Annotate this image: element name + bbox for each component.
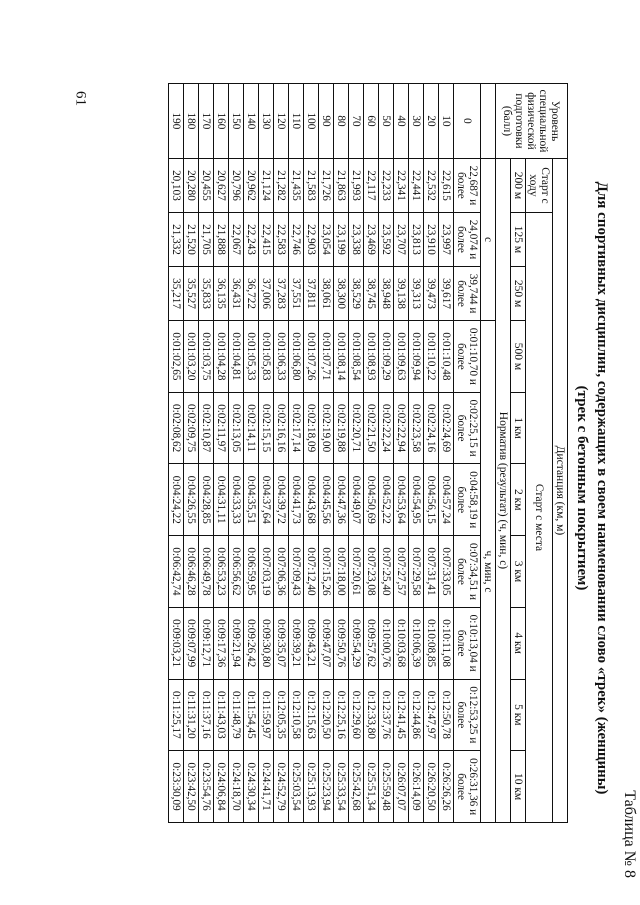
table-label: Таблица № 8: [621, 790, 638, 878]
value-cell: 0:07:18,00: [334, 536, 349, 608]
value-cell: 0:11:37,16: [199, 679, 214, 751]
value-cell: 23,338: [349, 212, 364, 266]
value-cell: 21,863: [334, 158, 349, 212]
value-cell: 0:07:03,19: [259, 536, 274, 608]
value-cell: 20,103: [169, 158, 184, 212]
value-cell: 0:02:25,15 и более: [454, 392, 481, 464]
value-cell: 0:07:25,40: [379, 536, 394, 608]
value-cell: 0:09:35,07: [274, 607, 289, 679]
value-cell: 0:01:09,29: [379, 321, 394, 393]
value-cell: 0:06:49,78: [199, 536, 214, 608]
value-cell: 0:10:11,08: [439, 607, 454, 679]
value-cell: 0:09:50,76: [334, 607, 349, 679]
value-cell: 0:11:48,79: [229, 679, 244, 751]
value-cell: 0:01:03,20: [184, 321, 199, 393]
value-cell: 0:10:08,85: [424, 607, 439, 679]
value-cell: 0:01:07,71: [319, 321, 334, 393]
norms-table-body: [169, 84, 481, 823]
value-cell: 0:06:59,95: [244, 536, 259, 608]
table-row: [289, 84, 304, 823]
level-cell: 0: [454, 84, 481, 159]
header-flying-start: Старт с ходу: [526, 158, 553, 212]
value-cell: 0:10:03,68: [394, 607, 409, 679]
value-cell: 0:11:43,03: [214, 679, 229, 751]
value-cell: 22,441: [409, 158, 424, 212]
header-250m: 250 м: [511, 267, 526, 321]
header-3km: 3 км: [511, 536, 526, 608]
value-cell: 0:02:08,62: [169, 392, 184, 464]
level-cell: 30: [409, 84, 424, 159]
value-cell: 23,813: [409, 212, 424, 266]
value-cell: 0:01:08,93: [364, 321, 379, 393]
value-cell: 35,527: [184, 267, 199, 321]
value-cell: 20,280: [184, 158, 199, 212]
title-block: [572, 118, 612, 858]
level-cell: 110: [289, 84, 304, 159]
value-cell: 0:12:20,50: [319, 679, 334, 751]
value-cell: 0:25:51,34: [364, 751, 379, 823]
value-cell: 22,415: [259, 212, 274, 266]
value-cell: 23,592: [379, 212, 394, 266]
value-cell: 0:04:53,64: [394, 464, 409, 536]
value-cell: 23,707: [394, 212, 409, 266]
value-cell: 39,617: [439, 267, 454, 321]
level-cell: 140: [244, 84, 259, 159]
value-cell: 0:09:57,62: [364, 607, 379, 679]
level-cell: 80: [334, 84, 349, 159]
value-cell: 0:04:58,19 и более: [454, 464, 481, 536]
value-cell: 0:12:53,25 и более: [454, 679, 481, 751]
value-cell: 0:04:24,22: [169, 464, 184, 536]
value-cell: 0:01:10,22: [424, 321, 439, 393]
value-cell: 0:25:03,54: [289, 751, 304, 823]
table-row: [379, 84, 394, 823]
value-cell: 22,341: [394, 158, 409, 212]
value-cell: 0:04:54,95: [409, 464, 424, 536]
value-cell: 0:12:10,58: [289, 679, 304, 751]
header-500m: 500 м: [511, 321, 526, 393]
value-cell: 0:02:23,58: [409, 392, 424, 464]
value-cell: 0:07:20,61: [349, 536, 364, 608]
value-cell: 0:04:35,51: [244, 464, 259, 536]
value-cell: 0:09:47,07: [319, 607, 334, 679]
value-cell: 0:12:29,60: [349, 679, 364, 751]
value-cell: 0:12:50,78: [439, 679, 454, 751]
value-cell: 39,744 и более: [454, 267, 481, 321]
value-cell: 39,138: [394, 267, 409, 321]
value-cell: 0:23:54,76: [199, 751, 214, 823]
value-cell: 0:02:14,11: [244, 392, 259, 464]
table-row: [409, 84, 424, 823]
header-normative: Норматив (результат) (ч, мин, с): [496, 158, 511, 822]
value-cell: 36,135: [214, 267, 229, 321]
value-cell: 0:24:41,71: [259, 751, 274, 823]
value-cell: 37,551: [289, 267, 304, 321]
value-cell: 23,910: [424, 212, 439, 266]
value-cell: 0:06:42,74: [169, 536, 184, 608]
value-cell: 0:07:27,57: [394, 536, 409, 608]
value-cell: 0:09:03,21: [169, 607, 184, 679]
level-cell: 120: [274, 84, 289, 159]
value-cell: 0:24:18,70: [229, 751, 244, 823]
table-row: [394, 84, 409, 823]
value-cell: 20,455: [199, 158, 214, 212]
value-cell: 0:02:22,24: [379, 392, 394, 464]
value-cell: 0:26:31,36 и более: [454, 751, 481, 823]
value-cell: 0:10:13,04 и более: [454, 607, 481, 679]
value-cell: 0:12:33,80: [364, 679, 379, 751]
value-cell: 21,583: [304, 158, 319, 212]
level-cell: 180: [184, 84, 199, 159]
value-cell: 0:04:43,68: [304, 464, 319, 536]
table-row: [199, 84, 214, 823]
value-cell: 0:25:59,48: [379, 751, 394, 823]
value-cell: 22,903: [304, 212, 319, 266]
value-cell: 39,473: [424, 267, 439, 321]
level-cell: 40: [394, 84, 409, 159]
value-cell: 0:04:26,55: [184, 464, 199, 536]
value-cell: 37,006: [259, 267, 274, 321]
page-number: 61: [72, 91, 89, 106]
value-cell: 0:25:13,93: [304, 751, 319, 823]
value-cell: 0:04:56,15: [424, 464, 439, 536]
value-cell: 23,469: [364, 212, 379, 266]
value-cell: 21,435: [289, 158, 304, 212]
value-cell: 0:07:34,51 и более: [454, 536, 481, 608]
value-cell: 0:01:08,14: [334, 321, 349, 393]
value-cell: 0:02:09,75: [184, 392, 199, 464]
value-cell: 22,615: [439, 158, 454, 212]
header-2km: 2 км: [511, 464, 526, 536]
value-cell: 0:01:06,33: [274, 321, 289, 393]
value-cell: 20,796: [229, 158, 244, 212]
norms-table: [168, 83, 568, 823]
value-cell: 0:26:20,50: [424, 751, 439, 823]
header-5km: 5 км: [511, 679, 526, 751]
value-cell: 24,074 и более: [454, 212, 481, 266]
value-cell: 0:01:03,75: [199, 321, 214, 393]
level-cell: 50: [379, 84, 394, 159]
value-cell: 0:02:17,14: [289, 392, 304, 464]
value-cell: 0:04:50,69: [364, 464, 379, 536]
value-cell: 35,217: [169, 267, 184, 321]
value-cell: 0:04:57,24: [439, 464, 454, 536]
value-cell: 0:04:41,73: [289, 464, 304, 536]
value-cell: 0:07:06,36: [274, 536, 289, 608]
value-cell: 38,061: [319, 267, 334, 321]
header-level: Уровень специальной физической подготовки (балл): [496, 84, 568, 159]
value-cell: 23,199: [334, 212, 349, 266]
value-cell: 22,532: [424, 158, 439, 212]
title-line-2: (трек с бетонным покрытием): [574, 385, 590, 591]
value-cell: 0:26:14,09: [409, 751, 424, 823]
value-cell: 0:09:26,42: [244, 607, 259, 679]
level-cell: 150: [229, 84, 244, 159]
value-cell: 20,962: [244, 158, 259, 212]
value-cell: 0:02:18,09: [304, 392, 319, 464]
table-row: [244, 84, 259, 823]
value-cell: 21,332: [169, 212, 184, 266]
value-cell: 0:04:28,85: [199, 464, 214, 536]
value-cell: 0:01:10,48: [439, 321, 454, 393]
level-cell: 130: [259, 84, 274, 159]
value-cell: 0:04:47,36: [334, 464, 349, 536]
value-cell: 0:04:39,72: [274, 464, 289, 536]
level-cell: 60: [364, 84, 379, 159]
value-cell: 0:24:30,34: [244, 751, 259, 823]
level-cell: 90: [319, 84, 334, 159]
value-cell: 0:11:31,20: [184, 679, 199, 751]
value-cell: 0:01:05,83: [259, 321, 274, 393]
header-unit-seconds: с: [481, 158, 496, 320]
value-cell: 22,746: [289, 212, 304, 266]
header-unit-time: ч, мин, с: [481, 321, 496, 823]
table-row: [319, 84, 334, 823]
value-cell: 0:09:43,21: [304, 607, 319, 679]
value-cell: 0:07:23,08: [364, 536, 379, 608]
value-cell: 0:12:41,45: [394, 679, 409, 751]
value-cell: 0:26:07,07: [394, 751, 409, 823]
value-cell: 0:25:42,68: [349, 751, 364, 823]
value-cell: 0:07:33,05: [439, 536, 454, 608]
header-10km: 10 км: [511, 751, 526, 823]
title-line-1: Для спортивных дисциплин, содержащих в своем наименовании слово «трек» (женщины): [594, 181, 610, 795]
value-cell: 0:02:16,16: [274, 392, 289, 464]
value-cell: 0:25:33,54: [334, 751, 349, 823]
value-cell: 0:07:15,26: [319, 536, 334, 608]
value-cell: 0:01:09,63: [394, 321, 409, 393]
level-cell: 70: [349, 84, 364, 159]
value-cell: 0:02:20,71: [349, 392, 364, 464]
value-cell: 21,124: [259, 158, 274, 212]
header-200m: 200 м: [511, 158, 526, 212]
value-cell: 0:11:54,45: [244, 679, 259, 751]
value-cell: 21,726: [319, 158, 334, 212]
value-cell: 0:04:49,07: [349, 464, 364, 536]
value-cell: 0:26:26,26: [439, 751, 454, 823]
value-cell: 20,627: [214, 158, 229, 212]
header-1km: 1 км: [511, 392, 526, 464]
header-distance: Дистанция (км, м): [553, 158, 568, 822]
value-cell: 0:01:04,28: [214, 321, 229, 393]
value-cell: 0:04:31,11: [214, 464, 229, 536]
value-cell: 0:25:23,94: [319, 751, 334, 823]
header-125m: 125 м: [511, 212, 526, 266]
value-cell: 35,833: [199, 267, 214, 321]
value-cell: 0:12:44,86: [409, 679, 424, 751]
table-row: [274, 84, 289, 823]
value-cell: 36,722: [244, 267, 259, 321]
value-cell: 0:02:10,87: [199, 392, 214, 464]
value-cell: 37,283: [274, 267, 289, 321]
level-cell: 100: [304, 84, 319, 159]
value-cell: 22,233: [379, 158, 394, 212]
value-cell: 21,993: [349, 158, 364, 212]
value-cell: 0:06:53,23: [214, 536, 229, 608]
level-cell: 10: [439, 84, 454, 159]
value-cell: 36,431: [229, 267, 244, 321]
value-cell: 0:02:24,69: [439, 392, 454, 464]
value-cell: 0:09:30,80: [259, 607, 274, 679]
value-cell: 0:07:12,40: [304, 536, 319, 608]
table-row: [454, 84, 481, 823]
value-cell: 0:12:47,97: [424, 679, 439, 751]
value-cell: 0:09:39,21: [289, 607, 304, 679]
value-cell: 0:01:04,81: [229, 321, 244, 393]
table-row: [184, 84, 199, 823]
value-cell: 0:02:19,88: [334, 392, 349, 464]
value-cell: 0:09:17,36: [214, 607, 229, 679]
value-cell: 0:01:10,70 и более: [454, 321, 481, 393]
value-cell: 0:02:22,94: [394, 392, 409, 464]
value-cell: 0:02:24,16: [424, 392, 439, 464]
table-row: [349, 84, 364, 823]
header-units-blank: [481, 84, 496, 159]
value-cell: 0:24:52,79: [274, 751, 289, 823]
value-cell: 0:09:21,94: [229, 607, 244, 679]
value-cell: 21,888: [214, 212, 229, 266]
value-cell: 38,948: [379, 267, 394, 321]
value-cell: 0:06:56,62: [229, 536, 244, 608]
value-cell: 38,300: [334, 267, 349, 321]
value-cell: 0:09:54,29: [349, 607, 364, 679]
value-cell: 0:01:07,26: [304, 321, 319, 393]
level-cell: 160: [214, 84, 229, 159]
level-cell: 20: [424, 84, 439, 159]
value-cell: 39,313: [409, 267, 424, 321]
value-cell: 0:04:45,56: [319, 464, 334, 536]
table-row: [424, 84, 439, 823]
value-cell: 21,520: [184, 212, 199, 266]
value-cell: 38,529: [349, 267, 364, 321]
table-row: [229, 84, 244, 823]
table-row: [439, 84, 454, 823]
value-cell: 0:01:02,65: [169, 321, 184, 393]
value-cell: 0:10:06,39: [409, 607, 424, 679]
value-cell: 38,745: [364, 267, 379, 321]
level-cell: 190: [169, 84, 184, 159]
value-cell: 0:12:05,35: [274, 679, 289, 751]
table-row: [214, 84, 229, 823]
table-row: [304, 84, 319, 823]
value-cell: 0:04:52,22: [379, 464, 394, 536]
value-cell: 0:01:08,54: [349, 321, 364, 393]
header-standing-start: Старт с места: [526, 212, 553, 822]
value-cell: 0:12:15,63: [304, 679, 319, 751]
value-cell: 0:06:46,28: [184, 536, 199, 608]
value-cell: 0:02:21,50: [364, 392, 379, 464]
value-cell: 22,687 и более: [454, 158, 481, 212]
value-cell: 0:12:25,16: [334, 679, 349, 751]
table-row: [334, 84, 349, 823]
value-cell: 23,997: [439, 212, 454, 266]
header-4km: 4 км: [511, 607, 526, 679]
value-cell: 0:23:30,09: [169, 751, 184, 823]
value-cell: 23,054: [319, 212, 334, 266]
value-cell: 0:09:07,99: [184, 607, 199, 679]
value-cell: 0:23:42,50: [184, 751, 199, 823]
value-cell: 0:02:19,00: [319, 392, 334, 464]
value-cell: 0:01:09,94: [409, 321, 424, 393]
value-cell: 0:01:05,33: [244, 321, 259, 393]
table-row: [169, 84, 184, 823]
value-cell: 0:02:15,15: [259, 392, 274, 464]
level-cell: 170: [199, 84, 214, 159]
value-cell: 21,282: [274, 158, 289, 212]
value-cell: 0:01:06,80: [289, 321, 304, 393]
value-cell: 0:07:29,58: [409, 536, 424, 608]
value-cell: 0:02:13,05: [229, 392, 244, 464]
table-row: [259, 84, 274, 823]
value-cell: 0:11:59,97: [259, 679, 274, 751]
value-cell: 0:04:37,64: [259, 464, 274, 536]
value-cell: 0:04:33,33: [229, 464, 244, 536]
value-cell: 22,243: [244, 212, 259, 266]
value-cell: 0:12:37,76: [379, 679, 394, 751]
value-cell: 0:07:31,41: [424, 536, 439, 608]
value-cell: 0:09:12,71: [199, 607, 214, 679]
value-cell: 0:10:00,76: [379, 607, 394, 679]
value-cell: 22,067: [229, 212, 244, 266]
value-cell: 22,583: [274, 212, 289, 266]
value-cell: 0:02:11,97: [214, 392, 229, 464]
value-cell: 0:24:06,84: [214, 751, 229, 823]
value-cell: 22,117: [364, 158, 379, 212]
value-cell: 21,705: [199, 212, 214, 266]
rotated-page-content: [0, 28, 640, 878]
value-cell: 0:07:09,43: [289, 536, 304, 608]
value-cell: 0:11:25,17: [169, 679, 184, 751]
value-cell: 37,811: [304, 267, 319, 321]
table-row: [364, 84, 379, 823]
